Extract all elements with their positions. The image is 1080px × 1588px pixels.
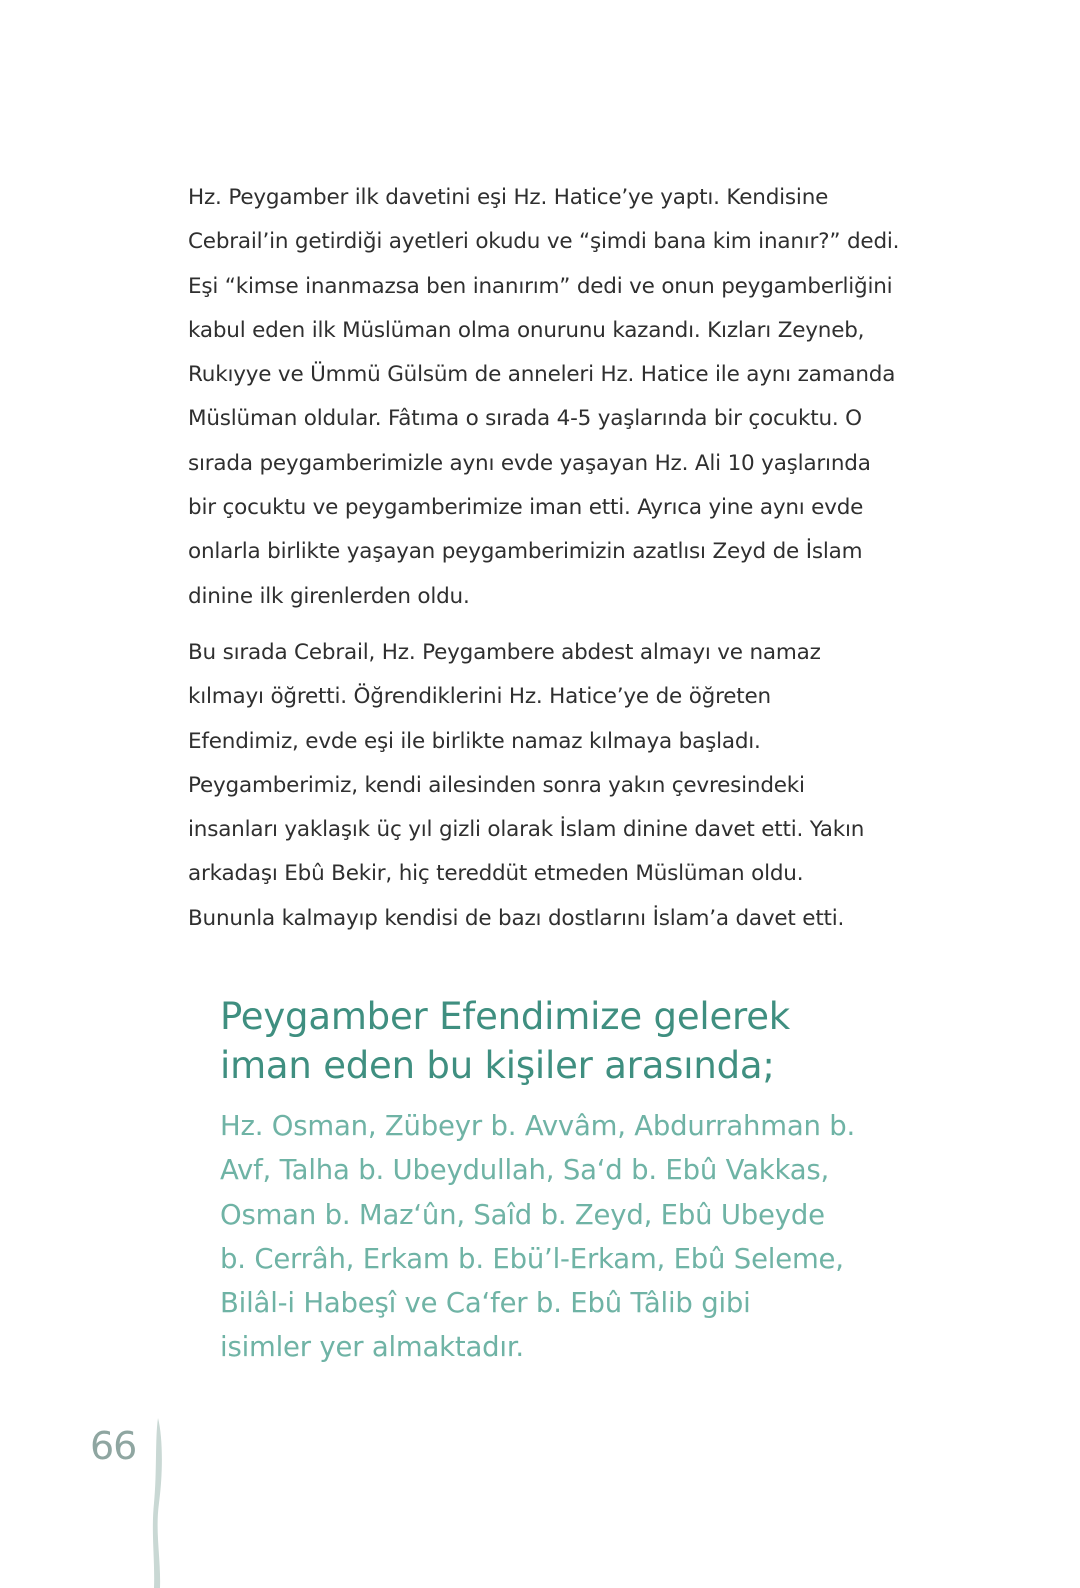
callout-names xyxy=(220,1104,855,1370)
callout-names-line: Hz. Osman, Zübeyr b. Avvâm, Abdurrahman b. xyxy=(220,1110,856,1142)
paragraph-line: dinine ilk girenlerden oldu. xyxy=(188,583,470,609)
callout-names-line: b. Cerrâh, Erkam b. Ebü’l-Erkam, Ebû Seleme, xyxy=(220,1242,844,1275)
paragraph-line: onlarla birlikte yaşayan peygamberimizin azatlısı Zeyd de İslam xyxy=(188,539,863,565)
paragraph-line: Peygamberimiz, kendi ailesinden sonra yakın çevresindeki xyxy=(188,772,805,798)
paragraph-line: Rukıyye ve Ümmü Gülsüm de anneleri Hz. Hatice ile aynı zamanda xyxy=(188,362,896,388)
body-paragraph-1 xyxy=(188,176,900,619)
callout-names-line: Avf, Talha b. Ubeydullah, Sa‘d b. Ebû Vakkas, xyxy=(220,1154,830,1187)
callout-heading-line: iman eden bu kişiler arasında; xyxy=(220,1044,775,1087)
paragraph-line: Bununla kalmayıp kendisi de bazı dostlarını İslam’a davet etti. xyxy=(188,905,845,931)
paragraph-line: Cebrail’in getirdiği ayetleri okudu ve “şimdi bana kim inanır?” dedi. xyxy=(188,229,900,255)
callout-names-line: Osman b. Maz‘ûn, Saîd b. Zeyd, Ebû Ubeyde xyxy=(220,1198,825,1231)
paragraph-line: bir çocuktu ve peygamberimize iman etti. Ayrıca yine aynı evde xyxy=(188,495,864,521)
callout-heading xyxy=(220,992,790,1090)
paragraph-line: Müslüman oldular. Fâtıma o sırada 4-5 yaşlarında bir çocuktu. O xyxy=(188,406,862,432)
page-number: 66 xyxy=(90,1424,137,1468)
paragraph-line: kılmayı öğretti. Öğrendiklerini Hz. Hatice’ye de öğreten xyxy=(188,684,771,710)
margin-ornament-icon xyxy=(148,1418,168,1588)
callout-names-line: Bilâl-i Habeşî ve Ca‘fer b. Ebû Tâlib gibi xyxy=(220,1287,751,1320)
paragraph-line: Bu sırada Cebrail, Hz. Peygambere abdest almayı ve namaz xyxy=(188,640,821,665)
callout-heading-line: Peygamber Efendimize gelerek xyxy=(220,995,791,1038)
paragraph-line: Hz. Peygamber ilk davetini eşi Hz. Hatice’ye yaptı. Kendisine xyxy=(188,185,829,210)
body-paragraph-2 xyxy=(188,631,888,941)
paragraph-line: kabul eden ilk Müslüman olma onurunu kazandı. Kızları Zeyneb, xyxy=(188,317,865,343)
paragraph-line: Efendimiz, evde eşi ile birlikte namaz kılmaya başladı. xyxy=(188,728,761,754)
paragraph-line: Eşi “kimse inanmazsa ben inanırım” dedi ve onun peygamberliğini xyxy=(188,273,893,299)
paragraph-line: sırada peygamberimizle aynı evde yaşayan Hz. Ali 10 yaşlarında xyxy=(188,450,871,476)
callout-names-line: isimler yer almaktadır. xyxy=(220,1331,524,1364)
paragraph-line: insanları yaklaşık üç yıl gizli olarak İslam dinine davet etti. Yakın xyxy=(188,817,865,843)
paragraph-line: arkadaşı Ebû Bekir, hiç tereddüt etmeden Müslüman oldu. xyxy=(188,861,804,887)
